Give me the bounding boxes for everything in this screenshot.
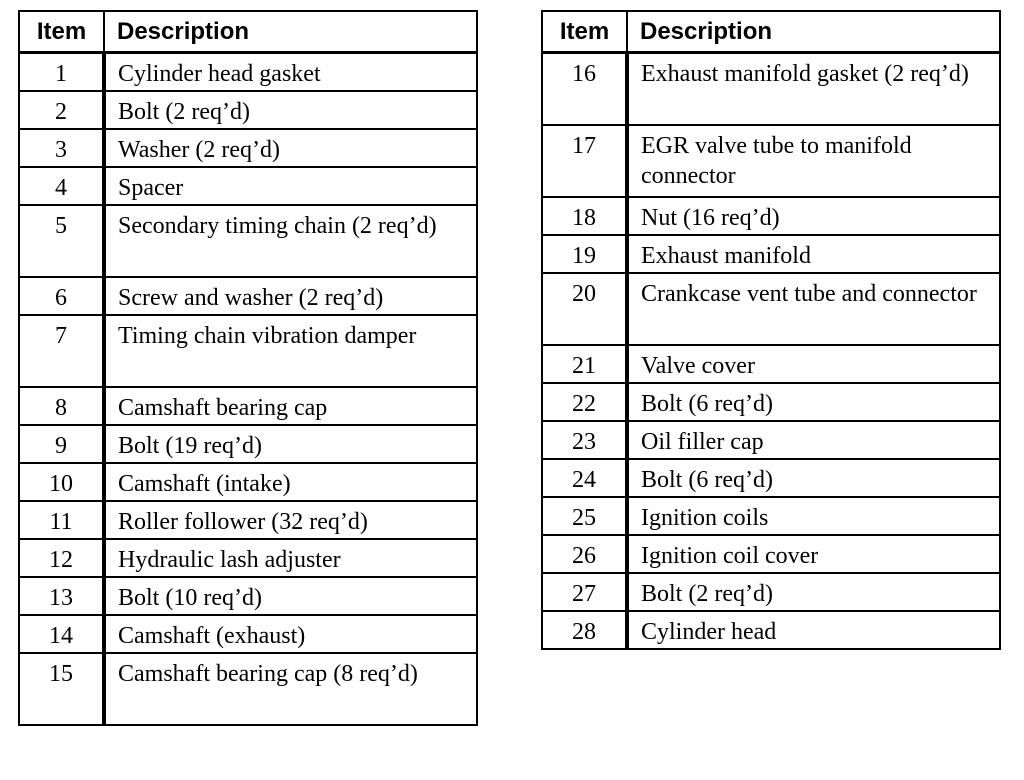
item-description: Bolt (10 req’d): [104, 577, 477, 615]
table-row: [19, 501, 477, 539]
item-number: 5: [19, 205, 104, 277]
item-description: Bolt (2 req’d): [627, 573, 1000, 611]
item-description: Secondary timing chain (2 req’d): [104, 205, 477, 277]
item-description: Ignition coil cover: [627, 535, 1000, 573]
item-description: Nut (16 req’d): [627, 197, 1000, 235]
item-number: 24: [542, 459, 627, 497]
item-description: Camshaft bearing cap: [104, 387, 477, 425]
item-number: 21: [542, 345, 627, 383]
item-number: 6: [19, 277, 104, 315]
table-row: [542, 459, 1000, 497]
item-number: 3: [19, 129, 104, 167]
item-description: Cylinder head: [627, 611, 1000, 649]
table-row: [19, 53, 477, 91]
table-row: [19, 387, 477, 425]
table-row: [19, 205, 477, 277]
item-description: Spacer: [104, 167, 477, 205]
item-description: Bolt (19 req’d): [104, 425, 477, 463]
item-number: 27: [542, 573, 627, 611]
item-number: 16: [542, 53, 627, 125]
item-number: 25: [542, 497, 627, 535]
table-row: [19, 129, 477, 167]
item-description: Camshaft bearing cap (8 req’d): [104, 653, 477, 725]
table-row: [542, 497, 1000, 535]
item-number: 7: [19, 315, 104, 387]
item-number: 4: [19, 167, 104, 205]
table-row: [19, 91, 477, 129]
item-description: Cylinder head gasket: [104, 53, 477, 91]
table-row: [542, 125, 1000, 197]
table-row: [542, 421, 1000, 459]
item-description: Camshaft (intake): [104, 463, 477, 501]
table-row: [542, 345, 1000, 383]
item-description: Bolt (2 req’d): [104, 91, 477, 129]
item-number: 19: [542, 235, 627, 273]
item-description: Ignition coils: [627, 497, 1000, 535]
item-number: 15: [19, 653, 104, 725]
item-number: 14: [19, 615, 104, 653]
parts-table-left: [18, 10, 478, 726]
item-number: 13: [19, 577, 104, 615]
item-number: 20: [542, 273, 627, 345]
table-row: [542, 573, 1000, 611]
table-row: [542, 383, 1000, 421]
item-number: 12: [19, 539, 104, 577]
item-number: 9: [19, 425, 104, 463]
item-description: Roller follower (32 req’d): [104, 501, 477, 539]
item-description: Hydraulic lash adjuster: [104, 539, 477, 577]
header-row: [542, 11, 1000, 53]
item-description: Washer (2 req’d): [104, 129, 477, 167]
item-description: EGR valve tube to manifold connector: [627, 125, 1000, 197]
table-row: [542, 535, 1000, 573]
item-description: Bolt (6 req’d): [627, 383, 1000, 421]
table-row: [542, 197, 1000, 235]
item-number: 28: [542, 611, 627, 649]
item-description: Timing chain vibration damper: [104, 315, 477, 387]
table-row: [19, 463, 477, 501]
header-row: [19, 11, 477, 53]
item-number: 10: [19, 463, 104, 501]
item-column-header: Item: [542, 11, 627, 53]
item-number: 17: [542, 125, 627, 197]
table-row: [19, 577, 477, 615]
description-column-header: Description: [627, 11, 1000, 53]
item-number: 18: [542, 197, 627, 235]
table-row: [542, 53, 1000, 125]
table-row: [19, 539, 477, 577]
table-row: [542, 611, 1000, 649]
item-description: Bolt (6 req’d): [627, 459, 1000, 497]
item-description: Oil filler cap: [627, 421, 1000, 459]
item-description: Valve cover: [627, 345, 1000, 383]
item-description: Exhaust manifold: [627, 235, 1000, 273]
item-number: 26: [542, 535, 627, 573]
item-number: 23: [542, 421, 627, 459]
item-number: 22: [542, 383, 627, 421]
table-row: [19, 425, 477, 463]
item-description: Crankcase vent tube and connector: [627, 273, 1000, 345]
item-number: 11: [19, 501, 104, 539]
table-row: [542, 273, 1000, 345]
table-row: [19, 167, 477, 205]
table-row: [19, 315, 477, 387]
item-number: 2: [19, 91, 104, 129]
table-row: [19, 653, 477, 725]
item-description: Camshaft (exhaust): [104, 615, 477, 653]
description-column-header: Description: [104, 11, 477, 53]
item-number: 1: [19, 53, 104, 91]
item-description: Screw and washer (2 req’d): [104, 277, 477, 315]
table-row: [542, 235, 1000, 273]
parts-table-right: [541, 10, 1001, 650]
item-column-header: Item: [19, 11, 104, 53]
item-number: 8: [19, 387, 104, 425]
table-row: [19, 615, 477, 653]
table-row: [19, 277, 477, 315]
item-description: Exhaust manifold gasket (2 req’d): [627, 53, 1000, 125]
